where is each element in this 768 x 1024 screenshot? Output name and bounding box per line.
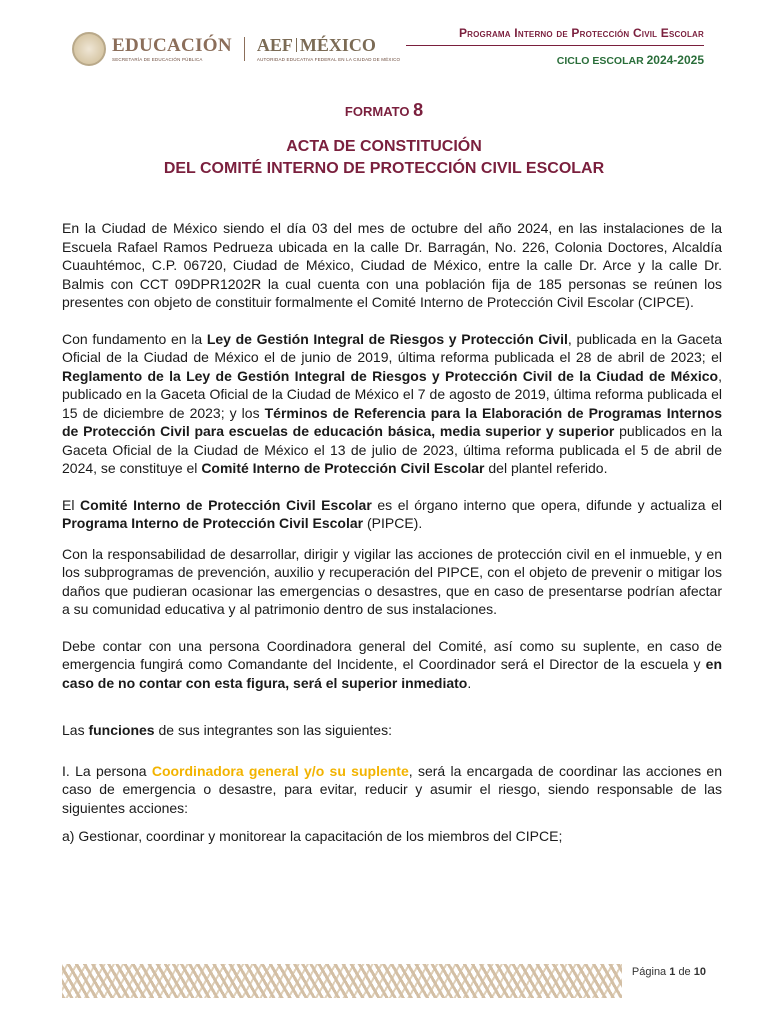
aef-wordmark — [257, 36, 400, 55]
aef-left: AEF — [256, 35, 293, 55]
of-label: de — [678, 966, 691, 978]
title-line-1: ACTA DE CONSTITUCIÓN — [286, 138, 482, 155]
aef-logo — [257, 36, 400, 62]
aef-subtitle: AUTORIDAD EDUCATIVA FEDERAL EN LA CIUDAD DE MÉXICO — [256, 57, 401, 62]
list-item-a: a) Gestionar, coordinar y monitorear la capacitación de los miembros del CIPCE; — [62, 828, 563, 844]
text: (PIPCE). — [363, 515, 423, 531]
paragraph-intro: En la Ciudad de México siendo el día 03 del mes de octubre del año 2024, en las instalaciones de la Escuela Rafael Ramos Pedrueza ubicada en la calle Dr. Barragán, No. 226, Colonia Doctores, Alcaldía Cuauhtémoc, C.P. 06720, Ciudad de México, Ciudad de México, entre la calle Dr. Arce y la calle Dr. Balmis con CCT 09DPR1202R la cual cuenta con una población fija de 185 personas se reúnen los presentes con objeto de constituir formalmente el Comité Interno de Protección Civil Escolar (CIPCE). — [62, 220, 722, 310]
cycle-label: CICLO ESCOLAR — [556, 55, 644, 67]
text: es el órgano interno que opera, difunde y actualiza el — [371, 496, 722, 513]
school-cycle — [557, 53, 704, 67]
paragraph-committee-definition — [62, 496, 722, 533]
program-title: Programa Interno de Protección Civil Escolar — [458, 26, 704, 40]
formato-heading — [0, 100, 768, 121]
cycle-years: 2024-2025 — [646, 53, 704, 67]
text: . — [467, 674, 472, 691]
document-title — [0, 136, 768, 180]
header-logos — [72, 32, 400, 66]
paragraph-functions-intro — [62, 721, 722, 740]
document-body — [62, 219, 722, 846]
text: I. La persona — [62, 762, 152, 779]
text: del plantel referido. — [484, 460, 608, 476]
regulation-name: Reglamento de la Ley de Gestión Integral de Riesgos y Protección Civil de la Ciudad de México — [62, 367, 719, 384]
text: , publicado en la Gaceta Oficial de la Ciudad de México el 7 de agosto de 2019, última reforma publicada el 15 de diciembre de 2023; y los — [62, 367, 722, 421]
coordinator-highlight: Coordinadora general y/o su suplente — [151, 762, 409, 779]
paragraph-responsibility: Con la responsabilidad de desarrollar, dirigir y vigilar las acciones de protección civil en el inmueble, y en los subprogramas de prevención, auxilio y recuperación del PIPCE, con el objeto de prevenir o mitigar los daños que pudieran ocasionar las emergencias o desastres, que en caso de presentarse podrían afectar a su comunidad educativa y al patrimonio dentro de sus instalaciones. — [62, 545, 722, 617]
terms-name: Términos de Referencia para la Elaboración de Programas Internos de Protección Civil para escuelas de educación básica, media superior y superior — [62, 404, 722, 439]
text: de sus integrantes son las siguientes: — [154, 722, 392, 738]
paragraph-coordinator-role — [62, 762, 722, 818]
text: Con fundamento en la — [62, 330, 207, 347]
formato-label: FORMATO — [344, 104, 410, 119]
program-name: Programa Interno de Protección Civil Escolar — [62, 515, 364, 531]
current-page: 1 — [669, 966, 676, 978]
coat-of-arms-seal — [72, 32, 106, 66]
educacion-wordmark: EDUCACIÓN — [112, 35, 232, 56]
header-rule — [406, 45, 704, 46]
emphasis: en caso de no contar con esta figura, será el superior inmediato — [62, 656, 722, 691]
law-name: Ley de Gestión Integral de Riesgos y Protección Civil — [206, 330, 568, 347]
sep-subtitle: SECRETARÍA DE EDUCACIÓN PÚBLICA — [112, 57, 203, 62]
sep-logo — [112, 36, 232, 62]
page-number — [632, 966, 706, 978]
page-label: Página — [631, 966, 667, 978]
logo-divider — [244, 37, 245, 61]
text: Debe contar con una persona Coordinadora general del Comité, así como su suplente, en caso de emergencia fungirá como Comandante del Incidente, el Coordinador será el Director de la escuela y — [62, 637, 722, 672]
committee-name: Comité Interno de Protección Civil Escolar — [201, 460, 485, 476]
aef-right: MÉXICO — [299, 35, 376, 55]
program-header — [459, 26, 704, 40]
text: El — [62, 496, 81, 513]
decorative-footer-pattern — [62, 964, 622, 998]
text: Las — [62, 722, 89, 738]
text: , publicada en la Gaceta Oficial de la Ciudad de México el de junio de 2019, última reforma publicada el 28 de abril de 2023; el — [62, 330, 723, 365]
emphasis: funciones — [88, 722, 155, 738]
formato-number: 8 — [413, 100, 424, 120]
paragraph-legal-basis — [62, 330, 722, 478]
committee-name: Comité Interno de Protección Civil Escolar — [80, 496, 372, 513]
paragraph-coordinator — [62, 637, 722, 693]
title-line-2: DEL COMITÉ INTERNO DE PROTECCIÓN CIVIL ESCOLAR — [163, 160, 605, 177]
text: publicados en la Gaceta Oficial de la Ciudad de México el 13 de julio de 2023, última reforma publicada el 5 de abril de 2024, se constituye el — [62, 423, 722, 476]
aef-bar — [296, 38, 297, 52]
text: , será la encargada de coordinar las acciones en caso de emergencia o desastre, para evitar, reducir y asumir el riesgo, siendo responsable de las siguientes acciones: — [62, 762, 722, 816]
total-pages: 10 — [693, 966, 706, 978]
